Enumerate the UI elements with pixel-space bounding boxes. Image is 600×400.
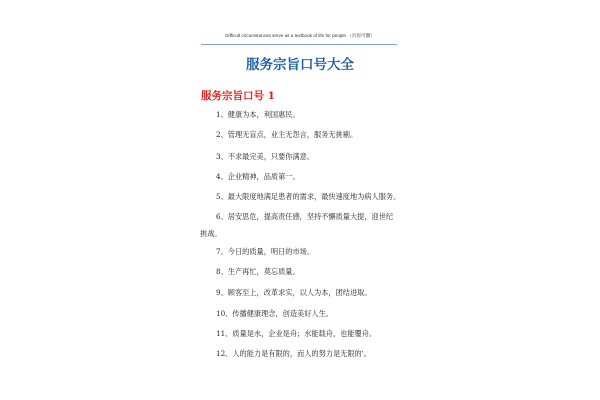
list-item: 6、居安思危，提高责任感，坚持不懈质量大提，迎世纪挑战。 [200,212,394,238]
list-item: 11、质量是水，企业是舟；水能载舟，也能覆舟。 [216,329,377,338]
list-item: 8、生产再忙，莫忘质量。 [216,267,300,276]
document-title: 服务宗旨口号大全 [246,57,354,73]
list-item: 4、企业精神，品质第一。 [216,172,300,181]
page-header-note: Difficult circumstances serve as a textbook of life for people.（页眉可删） [225,33,375,38]
list-item: 1、健康为本，利国惠民。 [216,110,300,119]
list-item: 9、顾客至上，改革求实，以人为本，团结进取。 [216,288,372,297]
list-item: 3、不求最完美，只要你满意。 [216,152,315,161]
list-item: 10、传播健康理念，创造美好人生。 [216,309,333,318]
list-item: 5、最大限度地满足患者的需求，最快速度地为病人服务。 [216,192,401,201]
list-item: 2、管理无盲点，业主无怨言，服务无挑剔。 [216,130,358,139]
list-item: 7、今日的质量，明日的市场。 [216,247,315,256]
list-item: 12、人的能力是有限的，而人的努力是无限的'。 [216,349,371,358]
section-heading: 服务宗旨口号 1 [201,90,275,102]
